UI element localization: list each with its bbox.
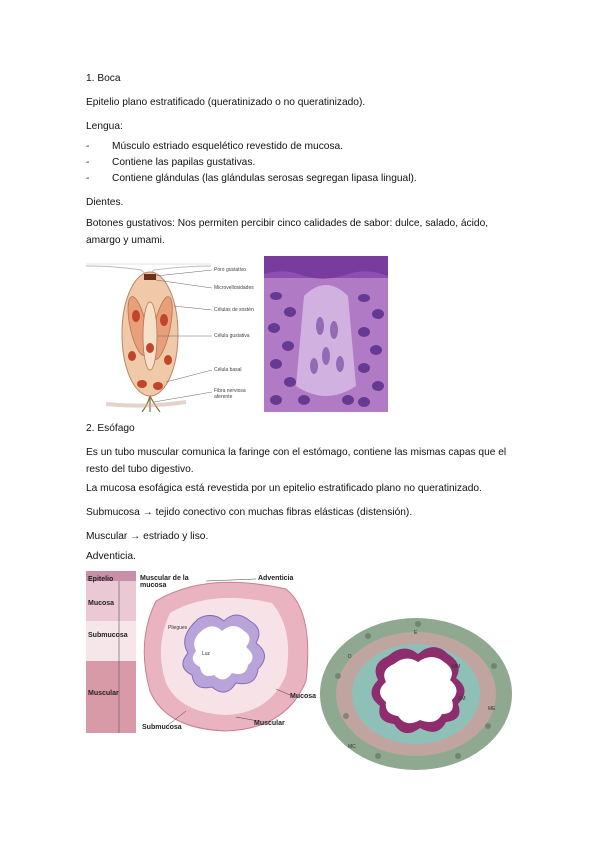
label-muscular-bottom: Muscular: [254, 720, 285, 727]
section-heading-boca: 1. Boca: [86, 73, 121, 84]
callout-celulas-sosten: Células de sostén: [214, 307, 254, 313]
paragraph-adventicia: Adventicia.: [86, 551, 136, 562]
callout-poro-gustativo: Poro gustativo: [214, 267, 246, 273]
label-mucosa-left: Mucosa: [88, 600, 115, 607]
paragraph-submucosa: Submucosa → tejido conectivo con muchas fibras elásticas (distensión).: [86, 507, 413, 518]
list-item-text: Contiene las papilas gustativas.: [112, 157, 256, 168]
paragraph-muscular: Muscular → estriado y liso.: [86, 531, 209, 542]
micro-label-me: ME: [488, 706, 496, 712]
micro-label-sm: SM: [458, 696, 466, 702]
label-pliegues: Pliegues: [168, 625, 188, 631]
paragraph-epitelio-boca: Epitelio plano estratificado (queratinizado o no queratinizado).: [86, 97, 366, 108]
label-submucosa-left: Submucosa: [88, 632, 128, 639]
esophagus-micrograph: [318, 616, 514, 774]
callout-celula-gustativa: Célula gustativa: [214, 333, 250, 339]
callout-microvellosidades: Microvellosidades: [214, 285, 254, 291]
botones-gustativos-text: Botones gustativos: Nos permiten percibir cinco calidades de sabor: dulce, salado, ácido, amargo y umami.: [86, 218, 489, 246]
micro-label-e: E: [414, 630, 418, 636]
taste-bud-micrograph: [264, 256, 388, 412]
paragraph-mucosa-esofagica: La mucosa esofágica está revestida por un epitelio estratificado plano no queratinizado.: [86, 483, 482, 494]
label-muscular-left: Muscular: [88, 690, 119, 697]
lengua-label: Lengua:: [86, 121, 123, 132]
label-luz: Luz: [202, 651, 211, 657]
micro-label-mc: MC: [348, 744, 356, 750]
micro-label-mm: MM: [452, 664, 461, 670]
callout-celula-basal: Célula basal: [214, 367, 242, 373]
label-submucosa-bottom: Submucosa: [142, 724, 182, 731]
list-item: - Contiene glándulas (las glándulas serosas segregan lipasa lingual).: [86, 173, 417, 184]
paragraph-esofago-intro: Es un tubo muscular comunica la faringe con el estómago, contiene las mismas capas que el resto del tubo digestivo.: [86, 447, 507, 475]
list-item-text: Contiene glándulas (las glándulas serosas segregan lipasa lingual).: [112, 173, 417, 184]
micro-label-d: D: [348, 654, 352, 660]
esophagus-diagram: [86, 571, 318, 733]
label-mucosa-right: Mucosa: [290, 693, 317, 700]
list-item: - Músculo estriado esquelético revestido de mucosa.: [86, 141, 344, 152]
section-heading-esofago: 2. Esófago: [86, 423, 135, 434]
micrograph-image: [264, 256, 388, 412]
list-item: - Contiene las papilas gustativas.: [86, 157, 256, 168]
label-muscular-mucosa: Muscular de la mucosa: [140, 575, 189, 590]
taste-bud-diagram: [86, 256, 261, 412]
label-epitelio: Epitelio: [88, 576, 114, 583]
callout-fibra-nerviosa: Fibra nerviosa aferente: [214, 388, 246, 400]
dientes-text: Dientes.: [86, 197, 124, 208]
label-adventicia: Adventicia: [258, 575, 294, 582]
list-item-text: Músculo estriado esquelético revestido de mucosa.: [112, 141, 344, 152]
